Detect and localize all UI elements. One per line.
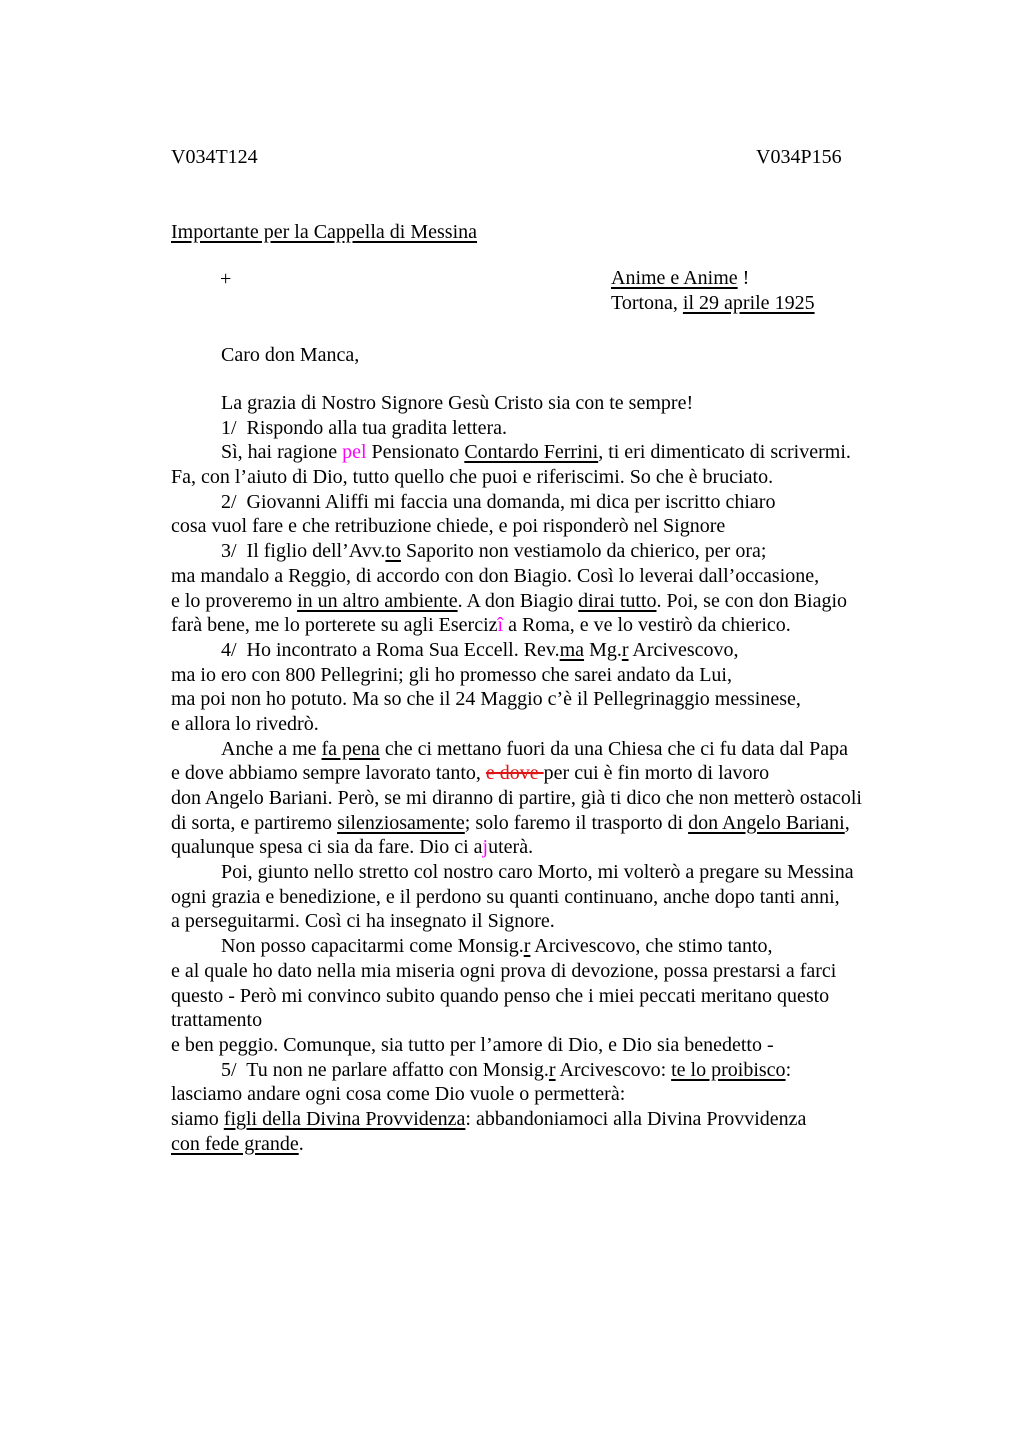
underlined-text: te lo proibisco	[671, 1058, 786, 1081]
text-segment: che ci mettano fuori da una Chiesa che ci fu data dal Papa	[379, 737, 848, 760]
body-line	[171, 1058, 862, 1083]
body-line	[171, 687, 862, 712]
body-line	[611, 266, 815, 291]
text-segment: .	[298, 1132, 304, 1155]
header-right-code: V034P156	[756, 146, 842, 168]
magenta-text: î	[497, 614, 504, 637]
text-segment: e ben peggio. Comunque, sia tutto per l’amore di Dio, e Dio sia benedetto -	[171, 1033, 774, 1056]
body-line	[171, 959, 862, 984]
text-segment: !	[737, 267, 750, 289]
text-segment: uterà.	[488, 836, 534, 859]
underlined-text: fa pena	[321, 737, 380, 760]
text-segment: ,	[844, 811, 850, 834]
text-segment: farà bene, me lo porterete su agli Eserciz	[171, 614, 498, 637]
body-line	[171, 835, 862, 860]
body-line	[171, 737, 862, 762]
body-line	[171, 1107, 862, 1132]
body-line	[171, 589, 862, 614]
text-segment: Saporito non vestiamolo da chierico, per ora;	[400, 540, 767, 563]
text-segment: :	[785, 1058, 792, 1081]
greeting: Caro don Manca,	[221, 344, 360, 366]
text-segment: 4/ Ho incontrato a Roma Sua Eccell. Rev.	[221, 638, 560, 661]
body-line	[171, 860, 862, 885]
text-segment: e allora lo rivedrò.	[171, 712, 319, 735]
body-line	[171, 465, 862, 490]
salutation-block	[611, 266, 815, 315]
text-segment: Arcivescovo:	[555, 1058, 672, 1081]
text-segment: . A don Biagio	[457, 589, 579, 612]
text-segment: a Roma, e ve lo vestirò da chierico.	[503, 614, 791, 637]
body-line	[171, 761, 862, 786]
text-segment: Sì, hai ragione	[221, 441, 343, 464]
underlined-text: figli della Divina Provvidenza	[223, 1107, 466, 1130]
text-segment: ma io ero con 800 Pellegrini; gli ho promesso che sarei andato da Lui,	[171, 663, 732, 686]
underlined-text: don Angelo Bariani	[688, 811, 845, 834]
body-line	[171, 416, 862, 441]
underlined-text: Anime e Anime	[611, 267, 738, 289]
body-line	[171, 786, 862, 811]
underlined-text: r	[523, 935, 531, 958]
letter-body	[171, 391, 862, 1156]
red-strikethrough-text: e dove	[485, 762, 544, 785]
text-segment: cosa vuol fare e che retribuzione chiede, e poi risponderò nel Signore	[171, 515, 726, 538]
body-line	[171, 1008, 862, 1033]
text-segment: e al quale ho dato nella mia miseria ogni prova di devozione, possa prestarsi a farci	[171, 959, 837, 982]
text-segment: Non posso capacitarmi come Monsig.	[221, 935, 524, 958]
text-segment: di sorta, e partiremo	[171, 811, 338, 834]
body-line	[171, 613, 862, 638]
text-segment: per cui è fin morto di lavoro	[543, 762, 770, 785]
text-segment: siamo	[171, 1107, 224, 1130]
body-line	[171, 514, 862, 539]
text-segment: Poi, giunto nello stretto col nostro caro Morto, mi volterò a pregare su Messina	[221, 861, 854, 884]
text-segment: don Angelo Bariani. Però, se mi diranno di partire, già ti dico che non metterò ostacoli	[171, 787, 862, 809]
underlined-text: il 29 aprile 1925	[682, 291, 815, 314]
magenta-text: j	[482, 836, 489, 859]
text-segment: Anche a me	[221, 737, 322, 760]
body-line	[171, 984, 862, 1009]
underlined-text: dirai tutto	[578, 589, 657, 612]
body-line	[171, 663, 862, 688]
text-segment: qualunque spesa ci sia da fare. Dio ci a	[171, 836, 483, 859]
underlined-text: Contardo Ferrini	[464, 441, 599, 464]
body-line	[171, 811, 862, 836]
body-line	[171, 1082, 862, 1107]
header-left-code: V034T124	[171, 146, 258, 168]
body-line	[171, 934, 862, 959]
body-line	[171, 490, 862, 515]
body-line	[171, 885, 862, 910]
body-line	[171, 564, 862, 589]
text-segment: questo - Però mi convinco subito quando penso che i miei peccati meritano questo	[171, 984, 830, 1007]
text-segment: 1/ Rispondo alla tua gradita lettera.	[221, 416, 508, 439]
text-segment: Arcivescovo, che stimo tanto,	[530, 935, 773, 958]
text-segment: lasciamo andare ogni cosa come Dio vuole o permetterà:	[171, 1083, 626, 1106]
text-segment: ma mandalo a Reggio, di accordo con don Biagio. Così lo leverai dall’occasione,	[171, 564, 820, 587]
text-segment: 2/ Giovanni Aliffi mi faccia una domanda, mi dica per iscritto chiaro	[221, 490, 776, 513]
cross-mark: +	[220, 268, 232, 290]
text-segment: Tortona,	[611, 291, 683, 314]
text-segment: e dove abbiamo sempre lavorato tanto,	[171, 762, 486, 785]
body-line	[171, 712, 862, 737]
document-title: Importante per la Cappella di Messina	[171, 221, 478, 243]
text-segment: 3/ Il figlio dell’Avv.	[221, 540, 386, 563]
underlined-text: con fede grande	[171, 1132, 299, 1155]
body-line	[171, 440, 862, 465]
underlined-text: r	[548, 1058, 556, 1081]
body-line	[171, 909, 862, 934]
body-line	[171, 1033, 862, 1058]
underlined-text: silenziosamente	[337, 811, 465, 834]
text-segment: : abbandoniamoci alla Divina Provvidenza	[465, 1107, 807, 1130]
body-line	[171, 539, 862, 564]
text-segment: Fa, con l’aiuto di Dio, tutto quello che puoi e riferiscimi. So che è bruciato.	[171, 466, 774, 489]
underlined-text: in un altro ambiente	[297, 589, 458, 612]
text-segment: e lo proveremo	[171, 589, 298, 612]
body-line	[611, 291, 815, 316]
underlined-text: ma	[559, 638, 585, 661]
text-segment: Arcivescovo,	[628, 638, 739, 661]
body-line	[171, 1132, 862, 1157]
magenta-text: pel	[342, 441, 367, 464]
body-line	[171, 391, 862, 416]
text-segment: a perseguitarmi. Così ci ha insegnato il Signore.	[171, 910, 555, 933]
text-segment: trattamento	[171, 1009, 263, 1032]
body-line	[171, 638, 862, 663]
text-segment: ogni grazia e benedizione, e il perdono su quanti continuano, anche dopo tanti anni,	[171, 885, 840, 908]
text-segment: ma poi non ho potuto. Ma so che il 24 Maggio c’è il Pellegrinaggio messinese,	[171, 688, 801, 711]
text-segment: La grazia di Nostro Signore Gesù Cristo sia con te sempre!	[221, 392, 694, 414]
underlined-text: r	[621, 638, 629, 661]
text-segment: ; solo faremo il trasporto di	[464, 811, 689, 834]
underlined-text: to	[385, 540, 401, 563]
text-segment: 5/ Tu non ne parlare affatto con Monsig.	[221, 1058, 549, 1081]
text-segment: Pensionato	[366, 441, 465, 464]
text-segment: . Poi, se con don Biagio	[656, 589, 848, 612]
text-segment: , ti eri dimenticato di scrivermi.	[598, 441, 851, 464]
text-segment: Mg.	[584, 638, 622, 661]
